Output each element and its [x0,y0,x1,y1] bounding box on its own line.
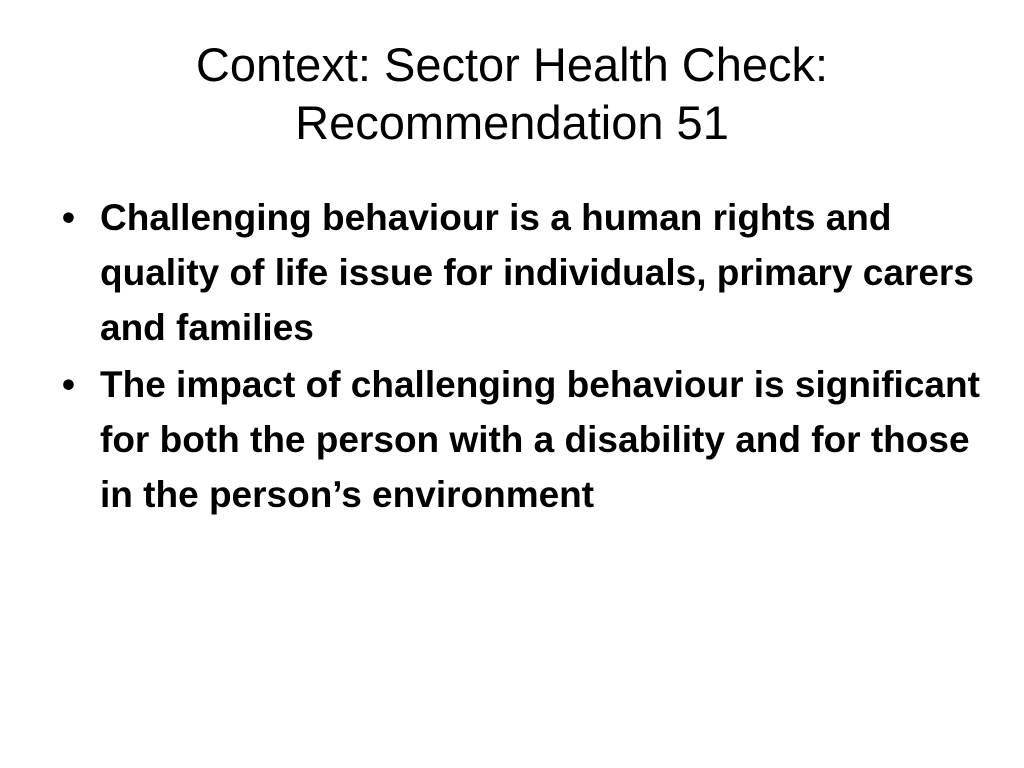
slide-title-line-2: Recommendation 51 [295,96,729,149]
slide-title [0,36,1024,152]
bullet-item [62,357,1002,522]
bullet-marker: • [62,197,75,238]
bullet-item [62,190,1002,355]
bullet-marker: • [62,364,75,405]
bullet-text: The impact of challenging behaviour is significant for both the person with a disability and for those in the person’s environment [100,364,980,515]
bullet-text: Challenging behaviour is a human rights and quality of life issue for individuals, primary carers and families [100,197,974,348]
slide-title-line-1: Context: Sector Health Check: [195,38,829,91]
bullet-list [62,190,1002,524]
